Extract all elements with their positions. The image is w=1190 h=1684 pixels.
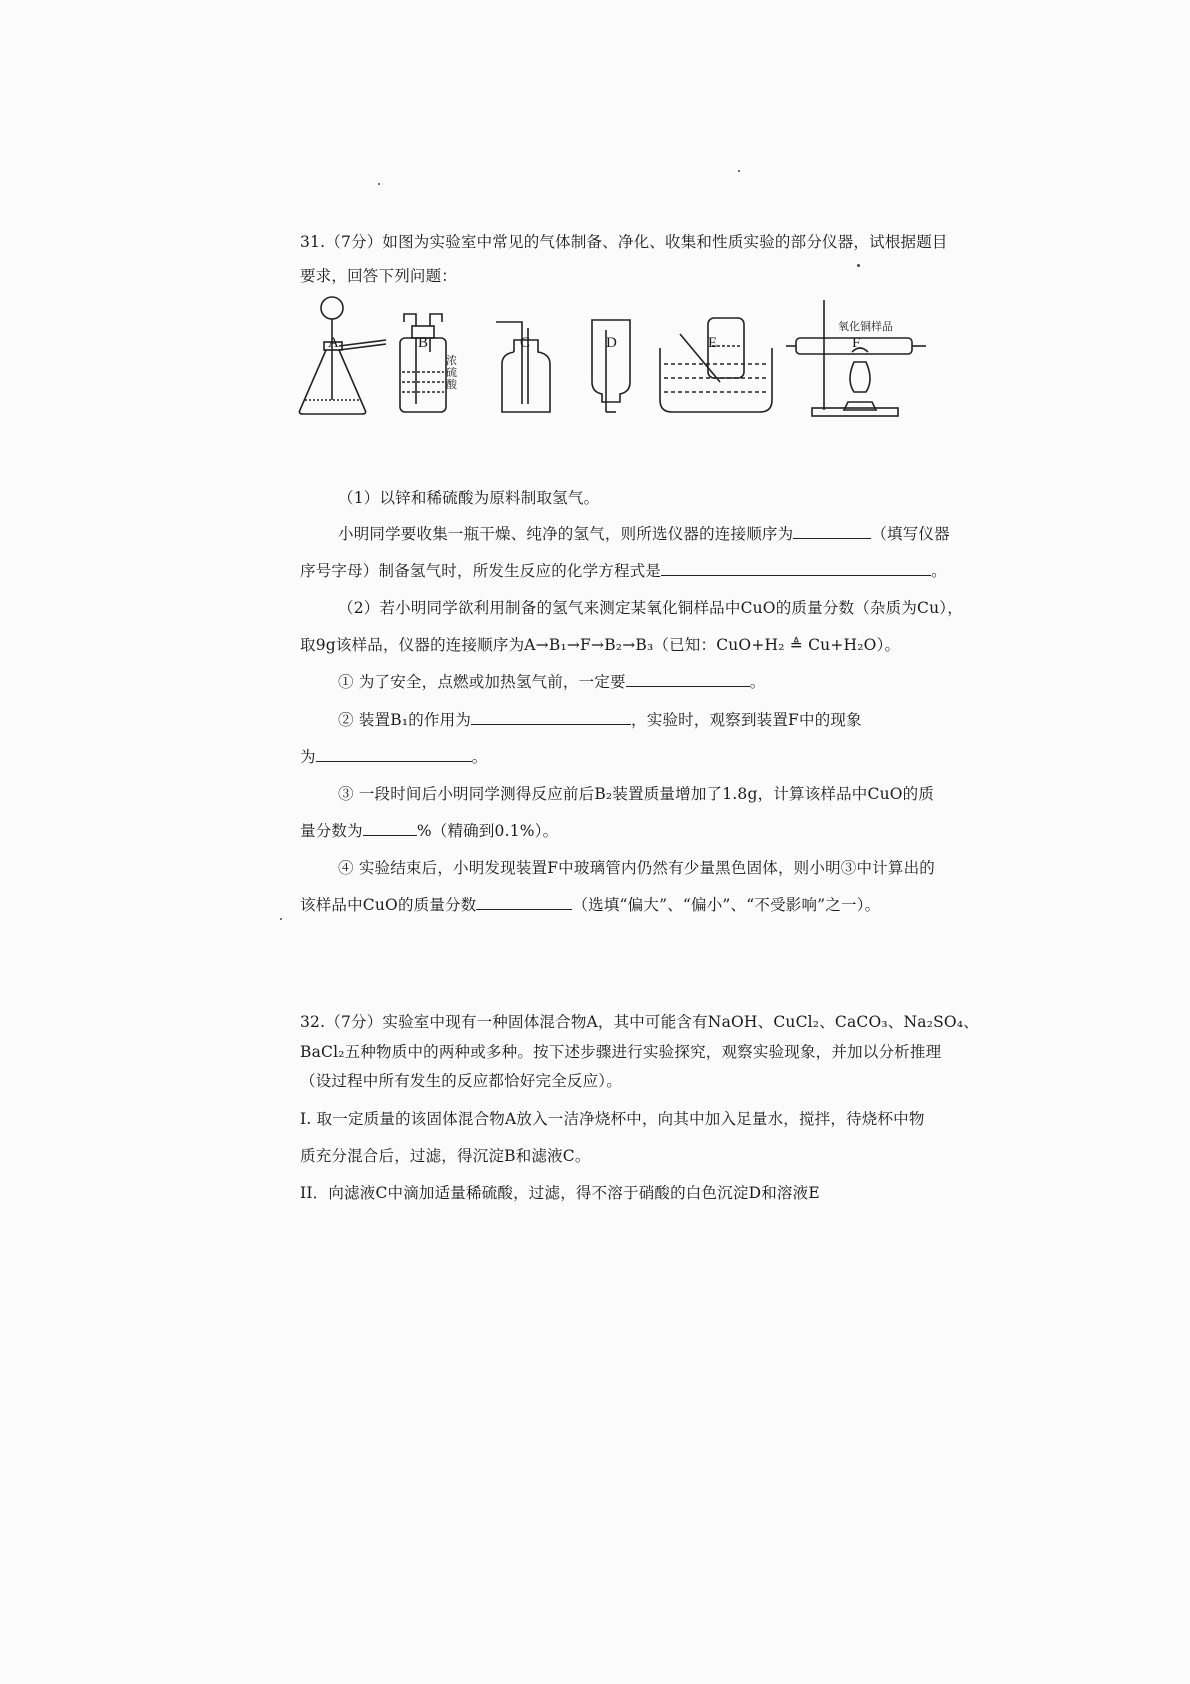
apparatus-label-a: A bbox=[328, 335, 339, 351]
apparatus-diagram bbox=[0, 0, 1190, 391]
apparatus-f-heating-tube-icon bbox=[786, 300, 926, 416]
f-label: 氧化铜样品 bbox=[838, 321, 893, 333]
q32-step1: I. 取一定质量的该固体混合物A放入一洁净烧杯中，向其中加入足量水，搅拌，待烧杯中物 bbox=[300, 1110, 925, 1128]
q31-part1-line2: 序号字母）制备氢气时，所发生反应的化学方程式是 。 bbox=[300, 562, 947, 580]
scan-speck bbox=[857, 264, 860, 267]
q31-part2-line1: （2）若小明同学欲利用制备的氢气来测定某氧化铜样品中CuO的质量分数（杂质为Cu）， bbox=[338, 599, 963, 617]
apparatus-d-inverted-bottle-icon bbox=[592, 320, 630, 412]
answer-blank-safety bbox=[626, 672, 750, 687]
q31-header: 31.（7分）如图为实验室中常见的气体制备、净化、收集和性质实验的部分仪器，试根据题目 bbox=[300, 233, 948, 251]
scan-speck bbox=[738, 170, 740, 172]
scan-speck bbox=[378, 183, 380, 185]
apparatus-e-trough-icon bbox=[660, 318, 772, 412]
answer-blank-order bbox=[793, 524, 871, 539]
q32-line1: 32.（7分）实验室中现有一种固体混合物A，其中可能含有NaOH、CuCl₂、CaCO₃、Na₂SO₄、 bbox=[300, 1013, 979, 1031]
q32-step1-cont: 质充分混合后，过滤，得沉淀B和滤液C。 bbox=[300, 1147, 591, 1165]
apparatus-label-e: E bbox=[708, 335, 718, 351]
q31-sub4: ④ 实验结束后，小明发现装置F中玻璃管内仍然有少量黑色固体，则小明③中计算出的 bbox=[338, 859, 935, 877]
q32-step2: II．向滤液C中滴加适量稀硫酸，过滤，得不溶于硝酸的白色沉淀D和溶液E bbox=[300, 1184, 820, 1202]
q31-sub3-cont: 量分数为 %（精确到0.1%）。 bbox=[300, 822, 559, 840]
q31-sub1: ① 为了安全，点燃或加热氢气前，一定要 。 bbox=[338, 673, 766, 691]
q32-line2: BaCl₂五种物质中的两种或多种。按下述步骤进行实验探究，观察实验现象，并加以分析推理 bbox=[300, 1043, 942, 1061]
answer-blank-effect bbox=[476, 895, 572, 910]
answer-blank-percentage bbox=[363, 821, 417, 836]
apparatus-label-c: C bbox=[520, 335, 531, 351]
answer-blank-equation bbox=[661, 561, 931, 576]
answer-blank-f-phenomenon bbox=[316, 747, 472, 762]
apparatus-label-f: F bbox=[852, 335, 861, 351]
apparatus-b-wash-bottle-icon bbox=[400, 314, 446, 412]
q31-sub2-cont: 为 。 bbox=[300, 748, 488, 766]
apparatus-label-b: B bbox=[418, 335, 429, 351]
q31-part1-line1: 小明同学要收集一瓶干燥、纯净的氢气，则所选仪器的连接顺序为 （填写仪器 bbox=[338, 525, 950, 543]
q31-sub4-cont: 该样品中CuO的质量分数 （选填“偏大”、“偏小”、“不受影响”之一）。 bbox=[300, 896, 881, 914]
scan-speck bbox=[280, 918, 282, 920]
q32-line3: （设过程中所有发生的反应都恰好完全反应）。 bbox=[300, 1072, 622, 1090]
q31-sub3: ③ 一段时间后小明同学测得反应前后B₂装置质量增加了1.8g，计算该样品中CuO的质 bbox=[338, 785, 935, 803]
q31-sub2: ② 装置B₁的作用为 ，实验时，观察到装置F中的现象 bbox=[338, 711, 862, 729]
q31-part1-title: （1）以锌和稀硫酸为原料制取氢气。 bbox=[338, 489, 600, 507]
apparatus-a-flask-icon bbox=[299, 297, 386, 414]
q31-part2-line2: 取9g该样品，仪器的连接顺序为A→B₁→F→B₂→B₃（已知：CuO+H₂ ≜ Cu+H₂O）。 bbox=[300, 636, 901, 654]
answer-blank-b1-role bbox=[471, 710, 631, 725]
apparatus-label-d: D bbox=[606, 335, 617, 351]
b-label: 浓硫酸 bbox=[446, 355, 457, 391]
q31-header-cont: 要求，回答下列问题： bbox=[300, 267, 458, 285]
